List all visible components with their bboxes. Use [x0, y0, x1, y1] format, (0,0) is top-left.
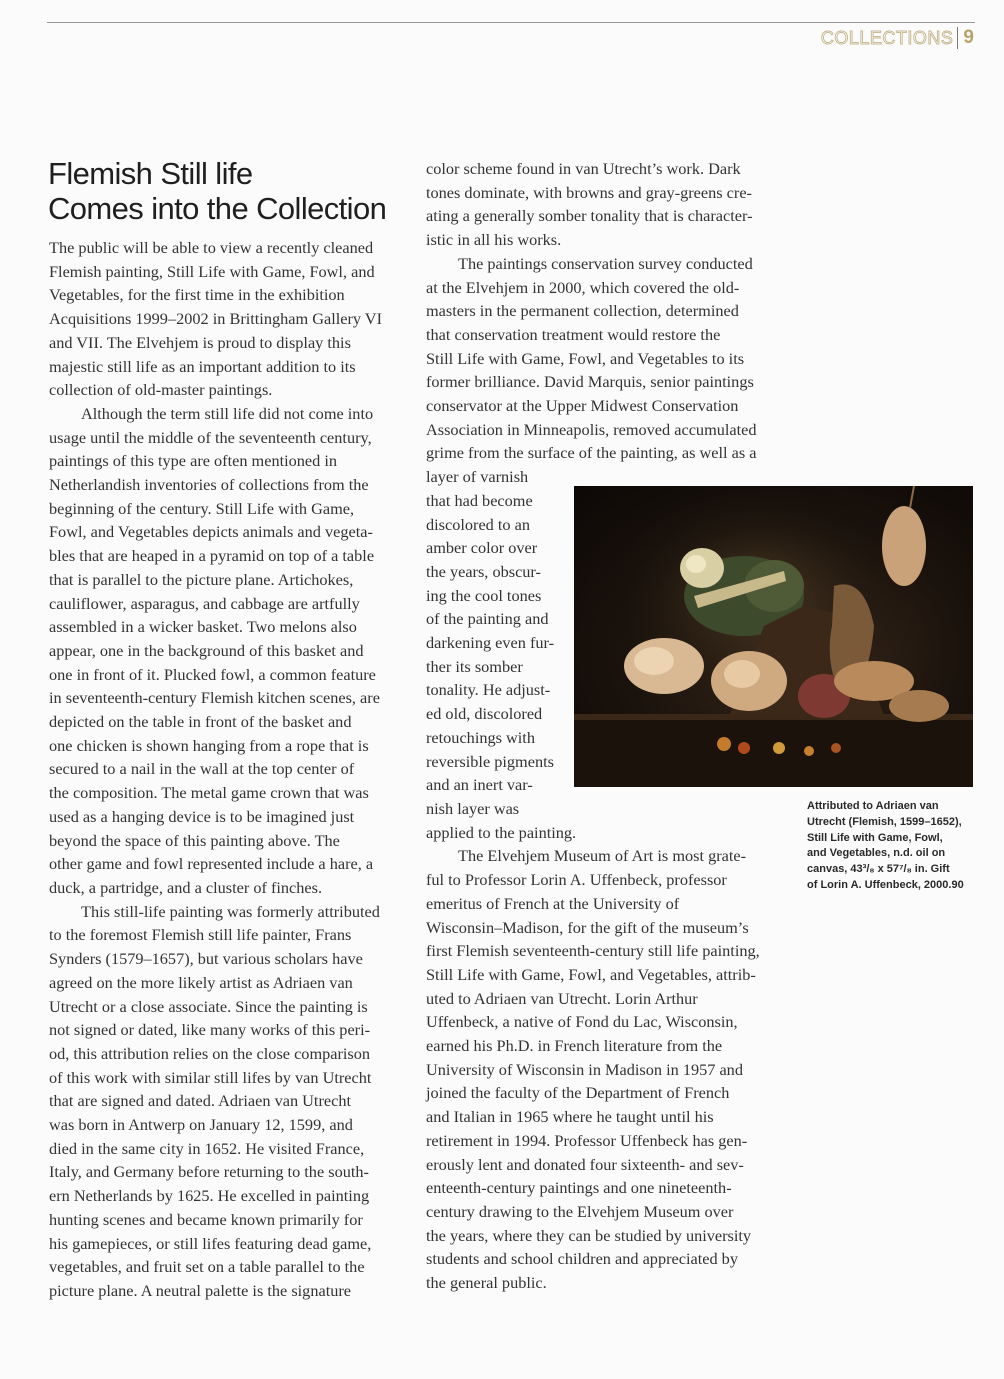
text-line: ern Netherlands by 1625. He excelled in painting [49, 1186, 370, 1206]
text-line: the years, obscur- [426, 561, 541, 581]
text-line: picture plane. A neutral palette is the signature [49, 1280, 352, 1300]
text-line: century drawing to the Elvehjem Museum over [426, 1201, 734, 1221]
text-line: beyond the space of this painting above. The [49, 830, 340, 850]
text-line: to the foremost Flemish still life painter, Frans [49, 925, 352, 945]
article-title [48, 156, 408, 226]
text-line: Acquisitions 1999–2002 in Brittingham Gallery VI [49, 309, 382, 329]
text-line: Vegetables, for the first time in the exhibition [49, 285, 345, 305]
text-line: color scheme found in van Utrecht’s work. Dark [426, 159, 741, 178]
text-line: one in front of it. Plucked fowl, a common feature [49, 664, 376, 684]
text-line: canvas, 43³/₈ x 57⁷/₈ in. Gift [807, 863, 950, 876]
figure-caption [807, 799, 987, 894]
text-line: majestic still life as an important addition to its [49, 356, 356, 376]
text-line: secured to a nail in the wall at the top center of [49, 759, 355, 779]
text-line: Utrecht or a close associate. Since the painting is [49, 996, 368, 1016]
text-line: that are signed and dated. Adriaen van Utrecht [49, 1091, 351, 1111]
text-line: Still Life with Game, Fowl, and Vegetables to its [426, 348, 745, 368]
text-line: the general public. [426, 1273, 547, 1293]
text-line: not signed or dated, like many works of this peri- [49, 1020, 371, 1040]
text-line: the composition. The metal game crown that was [49, 783, 369, 803]
text-line: Attributed to Adriaen van [807, 800, 939, 812]
text-line: ing the cool tones [426, 585, 542, 605]
text-line: of this work with similar still lifes by van Utrecht [49, 1067, 372, 1087]
title-line: Flemish Still life [48, 156, 253, 191]
text-line: that had become [426, 490, 533, 510]
text-line: Flemish painting, Still Life with Game, Fowl, and [49, 261, 375, 281]
text-line: earned his Ph.D. in French literature from the [426, 1036, 723, 1056]
text-line: od, this attribution relies on the close comparison [49, 1043, 371, 1063]
text-line: former brilliance. David Marquis, senior paintings [426, 372, 754, 392]
text-line: Association in Minneapolis, removed accumulated [426, 419, 757, 439]
text-line: This still-life painting was formerly attributed [81, 901, 380, 921]
text-line: tonality. He adjust- [426, 680, 551, 700]
text-line: istic in all his works. [426, 230, 562, 250]
text-line: grime from the surface of the painting, as well as a [426, 443, 757, 463]
text-line: retouchings with [426, 727, 535, 747]
title-line: Comes into the Collection [48, 191, 387, 226]
text-line: and VII. The Elvehjem is proud to display this [49, 332, 351, 352]
text-line: tones dominate, with browns and gray-greens cre- [426, 182, 752, 202]
text-line: cauliflower, asparagus, and cabbage are artfully [49, 593, 360, 613]
text-line: the years, where they can be studied by university [426, 1225, 752, 1245]
text-line: ful to Professor Lorin A. Uffenbeck, professor [426, 870, 727, 890]
text-line: one chicken is shown hanging from a rope that is [49, 735, 369, 755]
text-line: The Elvehjem Museum of Art is most grate- [458, 846, 747, 866]
text-line: emeritus of French at the University of [426, 893, 680, 913]
text-line: Netherlandish inventories of collections from the [49, 475, 369, 495]
text-line: assembled in a wicker basket. Two melons also [49, 617, 357, 637]
text-line: bles that are heaped in a pyramid on top of a table [49, 546, 375, 566]
text-line: The paintings conservation survey conducted [458, 253, 753, 273]
text-line: enteenth-century paintings and one nineteenth- [426, 1178, 732, 1198]
section-label: COLLECTIONS [820, 27, 954, 48]
text-line: applied to the painting. [426, 822, 577, 842]
text-line: ther its somber [426, 656, 523, 676]
text-line: first Flemish seventeenth-century still life painting, [426, 941, 760, 961]
text-line: Still Life with Game, Fowl, [807, 831, 943, 844]
header-rule [47, 22, 975, 23]
text-line: depicted on the table in front of the basket and [49, 712, 352, 732]
text-line: of Lorin A. Uffenbeck, 2000.90 [807, 878, 964, 891]
text-line: paintings of this type are often mentioned in [49, 451, 338, 471]
text-line: Although the term still life did not come into [81, 403, 374, 423]
text-line: Fowl, and Vegetables depicts animals and vegeta- [49, 522, 373, 542]
text-line: vegetables, and fruit set on a table parallel to the [49, 1257, 365, 1277]
text-line: hunting scenes and became known primarily for [49, 1209, 363, 1229]
text-line: and Vegetables, n.d. oil on [807, 847, 946, 860]
text-line: died in the same city in 1652. He visited France, [49, 1138, 365, 1158]
text-line: Utrecht (Flemish, 1599–1652), [807, 815, 962, 828]
header-divider [957, 27, 958, 49]
text-line: was born in Antwerp on January 12, 1599, and [49, 1115, 353, 1135]
text-line: appear, one in the background of this basket and [49, 640, 364, 660]
text-line: joined the faculty of the Department of French [426, 1083, 730, 1103]
text-line: erously lent and donated four sixteenth- and sev- [426, 1154, 744, 1174]
text-line: retirement in 1994. Professor Uffenbeck has gen- [426, 1130, 748, 1150]
text-line: Italy, and Germany before returning to the south- [49, 1162, 369, 1182]
text-line: masters in the permanent collection, determined [426, 301, 739, 321]
text-line: ed old, discolored [426, 704, 543, 724]
running-header [821, 27, 974, 49]
article-column-left [49, 236, 385, 1303]
text-line: used as a hanging device is to be imagined just [49, 806, 355, 826]
text-line: collection of old-master paintings. [49, 380, 273, 400]
text-line: ating a generally somber tonality that is character- [426, 206, 753, 226]
still-life-painting [574, 486, 973, 787]
text-line: his gamepieces, or still lifes featuring dead game, [49, 1233, 372, 1253]
text-line: and an inert var- [426, 775, 533, 795]
text-line: amber color over [426, 538, 538, 558]
text-line: Still Life with Game, Fowl, and Vegetables, attrib- [426, 964, 756, 984]
text-line: uted to Adriaen van Utrecht. Lorin Arthur [426, 988, 698, 1008]
text-line: nish layer was [426, 798, 520, 818]
text-line: that is parallel to the picture plane. Artichokes, [49, 569, 354, 589]
text-line: in seventeenth-century Flemish kitchen scenes, are [49, 688, 380, 708]
text-line: University of Wisconsin in Madison in 1957 and [426, 1059, 743, 1079]
page-number: 9 [963, 27, 974, 48]
text-line: Uffenbeck, a native of Fond du Lac, Wisconsin, [426, 1012, 738, 1032]
text-line: The public will be able to view a recently cleaned [49, 238, 374, 257]
text-line: reversible pigments [426, 751, 554, 771]
text-line: Wisconsin–Madison, for the gift of the museum’s [426, 917, 749, 937]
text-line: of the painting and [426, 609, 549, 629]
text-line: other game and fowl represented include a hare, a [49, 854, 374, 874]
text-line: conservator at the Upper Midwest Conservation [426, 396, 739, 416]
text-line: usage until the middle of the seventeenth century, [49, 427, 372, 447]
text-line: agreed on the more likely artist as Adriaen van [49, 972, 353, 992]
text-line: discolored to an [426, 514, 530, 534]
text-line: at the Elvehjem in 2000, which covered the old- [426, 277, 740, 297]
text-line: students and school children and appreciated by [426, 1249, 738, 1269]
painting-image [574, 486, 973, 787]
text-line: beginning of the century. Still Life with Game, [49, 498, 355, 518]
text-line: duck, a partridge, and a cluster of finches. [49, 877, 323, 897]
text-line: darkening even fur- [426, 633, 555, 653]
text-line: Synders (1579–1657), but various scholars have [49, 949, 363, 969]
text-line: that conservation treatment would restore the [426, 324, 721, 344]
text-line: layer of varnish [426, 467, 529, 487]
text-line: and Italian in 1965 where he taught until his [426, 1107, 714, 1127]
